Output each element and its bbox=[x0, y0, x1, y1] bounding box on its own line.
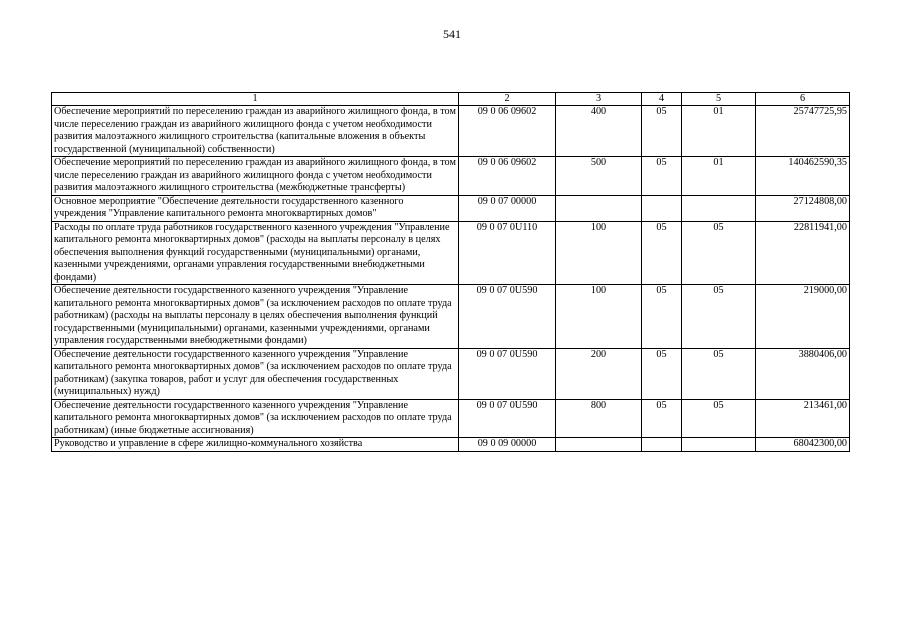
row-amount: 22811941,00 bbox=[756, 221, 850, 285]
row-col3: 100 bbox=[556, 221, 642, 285]
page-number: 541 bbox=[443, 27, 461, 41]
row-amount: 3880406,00 bbox=[756, 348, 850, 399]
row-col4: 05 bbox=[642, 399, 682, 438]
budget-table bbox=[51, 92, 850, 452]
row-col4: 05 bbox=[642, 348, 682, 399]
row-col5: 05 bbox=[682, 348, 756, 399]
row-col3: 400 bbox=[556, 106, 642, 157]
row-col3: 200 bbox=[556, 348, 642, 399]
row-col4: 05 bbox=[642, 157, 682, 196]
table-row bbox=[52, 399, 850, 438]
row-name: Обеспечение мероприятий по переселению граждан из аварийного жилищного фонда, в том числе переселению граждан из аварийного жилищного фонда с учетом необходимости развития малоэтажного жилищного строительства (капитальные вложения в объекты государственной (муниципальной) собственности) bbox=[52, 106, 459, 157]
table-row bbox=[52, 285, 850, 349]
table-header bbox=[52, 93, 850, 106]
row-name: Обеспечение деятельности государственного казенного учреждения "Управление капитального ремонта многоквартирных домов" (за исключением расходов по оплате труда работникам) (расходы на выплаты персоналу в целях обеспечения выполнения функций государственными (муниципальными) органами, казенными учреждениями, органами управления государственными внебюджетными фондами) bbox=[52, 285, 459, 349]
table-row bbox=[52, 106, 850, 157]
table-row bbox=[52, 438, 850, 452]
row-col3: 800 bbox=[556, 399, 642, 438]
row-amount: 219000,00 bbox=[756, 285, 850, 349]
row-col5 bbox=[682, 438, 756, 452]
row-col5 bbox=[682, 195, 756, 221]
row-name: Расходы по оплате труда работников государственного казенного учреждения "Управление капитального ремонта многоквартирных домов" (расходы на выплаты персоналу в целях обеспечения выполнения функций государственными (муниципальными) органами, казенными учреждениями, органами управления государственными внебюджетными фондами) bbox=[52, 221, 459, 285]
column-header: 5 bbox=[682, 93, 756, 106]
row-code: 09 0 06 09602 bbox=[459, 157, 556, 196]
row-amount: 25747725,95 bbox=[756, 106, 850, 157]
row-code: 09 0 07 0U590 bbox=[459, 348, 556, 399]
row-col5: 01 bbox=[682, 106, 756, 157]
row-col4 bbox=[642, 195, 682, 221]
row-name: Обеспечение деятельности государственного казенного учреждения "Управление капитального ремонта многоквартирных домов" (за исключением расходов по оплате труда работникам) (иные бюджетные ассигнования) bbox=[52, 399, 459, 438]
row-code: 09 0 09 00000 bbox=[459, 438, 556, 452]
row-col5: 05 bbox=[682, 221, 756, 285]
row-col3: 500 bbox=[556, 157, 642, 196]
row-col5: 05 bbox=[682, 399, 756, 438]
row-code: 09 0 07 00000 bbox=[459, 195, 556, 221]
row-col5: 05 bbox=[682, 285, 756, 349]
column-header: 2 bbox=[459, 93, 556, 106]
row-code: 09 0 07 0U590 bbox=[459, 285, 556, 349]
row-name: Основное мероприятие "Обеспечение деятельности государственного казенного учреждения "Управление капитального ремонта многоквартирных домов" bbox=[52, 195, 459, 221]
column-header: 1 bbox=[52, 93, 459, 106]
column-header: 6 bbox=[756, 93, 850, 106]
row-amount: 140462590,35 bbox=[756, 157, 850, 196]
header-row bbox=[52, 93, 850, 106]
row-col4: 05 bbox=[642, 106, 682, 157]
row-name: Руководство и управление в сфере жилищно-коммунального хозяйства bbox=[52, 438, 459, 452]
row-col4: 05 bbox=[642, 221, 682, 285]
row-amount: 27124808,00 bbox=[756, 195, 850, 221]
row-col4 bbox=[642, 438, 682, 452]
table-row bbox=[52, 157, 850, 196]
column-header: 3 bbox=[556, 93, 642, 106]
table-row bbox=[52, 348, 850, 399]
table-row bbox=[52, 221, 850, 285]
row-col3 bbox=[556, 438, 642, 452]
table-row bbox=[52, 195, 850, 221]
row-code: 09 0 06 09602 bbox=[459, 106, 556, 157]
row-col5: 01 bbox=[682, 157, 756, 196]
row-col3: 100 bbox=[556, 285, 642, 349]
row-name: Обеспечение мероприятий по переселению граждан из аварийного жилищного фонда, в том числе переселению граждан из аварийного жилищного фонда с учетом необходимости развития малоэтажного жилищного строительства (межбюджетные трансферты) bbox=[52, 157, 459, 196]
row-col4: 05 bbox=[642, 285, 682, 349]
row-col3 bbox=[556, 195, 642, 221]
row-name: Обеспечение деятельности государственного казенного учреждения "Управление капитального ремонта многоквартирных домов" (за исключением расходов по оплате труда работникам) (закупка товаров, работ и услуг для обеспечения государственных (муниципальных) нужд) bbox=[52, 348, 459, 399]
row-code: 09 0 07 0U110 bbox=[459, 221, 556, 285]
row-amount: 213461,00 bbox=[756, 399, 850, 438]
row-amount: 68042300,00 bbox=[756, 438, 850, 452]
column-header: 4 bbox=[642, 93, 682, 106]
row-code: 09 0 07 0U590 bbox=[459, 399, 556, 438]
